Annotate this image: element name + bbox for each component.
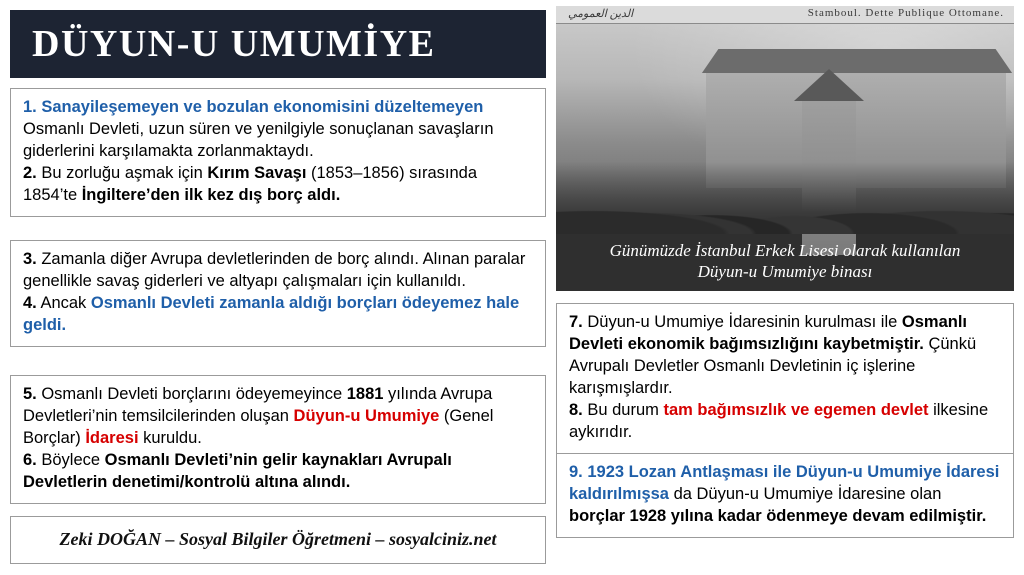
item-text: Ancak xyxy=(36,293,91,312)
photo-strip-right-text: Stamboul. Dette Publique Ottomane. xyxy=(807,7,1004,19)
item-text: Böylece xyxy=(36,450,105,469)
item-number: 4. xyxy=(23,293,37,312)
item-highlight: İdaresi xyxy=(85,428,139,447)
credit-box xyxy=(10,516,546,564)
photo-caption-line1: Günümüzde İstanbul Erkek Lisesi olarak kullanılan xyxy=(609,241,961,260)
item-text: Osmanlı Devleti borçlarını ödeyemeyince xyxy=(36,385,347,403)
photo-caption-strip xyxy=(556,6,1014,24)
item-text: Zamanla diğer Avrupa devletlerinden de borç alındı. Alınan paralar genellikle savaş giderleri ve altyapı çalışmaları için kullanıldı. xyxy=(23,250,526,290)
item-strong: Osmanlı Devleti’nin gelir kaynakları Avrupalı Devletlerin denetimi/kontrolü altına alındı. xyxy=(23,450,452,491)
credit-text: Zeki DOĞAN – Sosyal Bilgiler Öğretmeni – sosyalciniz.net xyxy=(59,529,497,549)
item-highlight: Düyun-u Umumiye xyxy=(293,406,440,425)
page-title xyxy=(10,10,546,78)
item-strong: Osmanlı Devleti ekonomik bağımsızlığını kaybetmiştir. xyxy=(569,313,967,353)
list-item xyxy=(23,450,533,494)
item-highlight: 1923 Lozan Antlaşması ile Düyun-u Umumiye İdaresi kaldırılmışsa xyxy=(569,463,1000,503)
item-text: Bu zorluğu aşmak için xyxy=(36,163,208,182)
content-box-5 xyxy=(556,303,1014,454)
item-number: 8. xyxy=(569,400,583,419)
list-item xyxy=(23,97,533,163)
item-text: Osmanlı Devleti, uzun süren ve yenilgiyle sonuçlanan savaşların giderlerini karşılamakta zorlanmaktaydı. xyxy=(23,119,494,160)
item-number: 5. xyxy=(23,385,37,403)
historic-photo xyxy=(556,6,1014,234)
item-text: Çünkü Avrupalı Devletler Osmanlı Devletinin iç işlerine karışmışlardır. xyxy=(569,334,977,397)
item-text: da Düyun-u Umumiye İdaresine olan xyxy=(668,484,942,503)
item-strong: Kırım Savaşı xyxy=(207,163,307,182)
list-item xyxy=(23,293,533,337)
item-highlight: tam bağımsızlık ve egemen devlet xyxy=(663,400,929,419)
photo-caption-line2: Düyun-u Umumiye binası xyxy=(697,262,873,282)
item-number: 3. xyxy=(23,250,37,268)
content-box-1 xyxy=(10,88,546,217)
content-box-6 xyxy=(556,453,1014,538)
list-item xyxy=(23,384,533,450)
list-item xyxy=(23,249,533,293)
item-number: 6. xyxy=(23,450,37,469)
photo-panel xyxy=(556,6,1014,291)
item-text: kuruldu. xyxy=(138,428,202,447)
item-highlight: Osmanlı Devleti zamanla aldığı borçları ödeyemez hale geldi. xyxy=(23,293,520,334)
item-number: 9. xyxy=(569,463,583,481)
list-item xyxy=(569,312,1001,400)
item-number: 1. xyxy=(23,98,37,116)
item-strong: borçlar 1928 yılına kadar ödenmeye devam edilmiştir. xyxy=(569,506,987,525)
photo-caption xyxy=(556,234,1014,291)
item-number: 2. xyxy=(23,163,37,182)
trees-shape xyxy=(556,162,1014,234)
content-box-3 xyxy=(10,375,546,504)
item-text: ilkesine aykırıdır. xyxy=(569,400,989,441)
item-text: Düyun-u Umumiye İdaresinin kurulması ile xyxy=(582,313,902,331)
photo-strip-left-text: الدين العمومي xyxy=(568,8,634,20)
item-text: yılında Avrupa Devletleri’nin temsilcilerinden oluşan xyxy=(23,385,493,425)
content-box-2 xyxy=(10,240,546,347)
page-title-text: DÜYUN-U UMUMİYE xyxy=(32,23,436,65)
item-text: Bu durum xyxy=(582,400,664,419)
list-item xyxy=(569,462,1001,528)
list-item xyxy=(569,400,1001,444)
item-strong: 1881 xyxy=(346,385,384,403)
item-text: (1853–1856) sırasında 1854’te xyxy=(23,163,478,204)
item-text: (Genel Borçlar) xyxy=(23,406,494,447)
item-strong: İngiltere’den ilk kez dış borç aldı. xyxy=(81,185,341,204)
item-highlight: Sanayileşemeyen ve bozulan ekonomisini düzeltemeyen xyxy=(41,98,484,116)
item-number: 7. xyxy=(569,313,583,331)
list-item xyxy=(23,163,533,207)
